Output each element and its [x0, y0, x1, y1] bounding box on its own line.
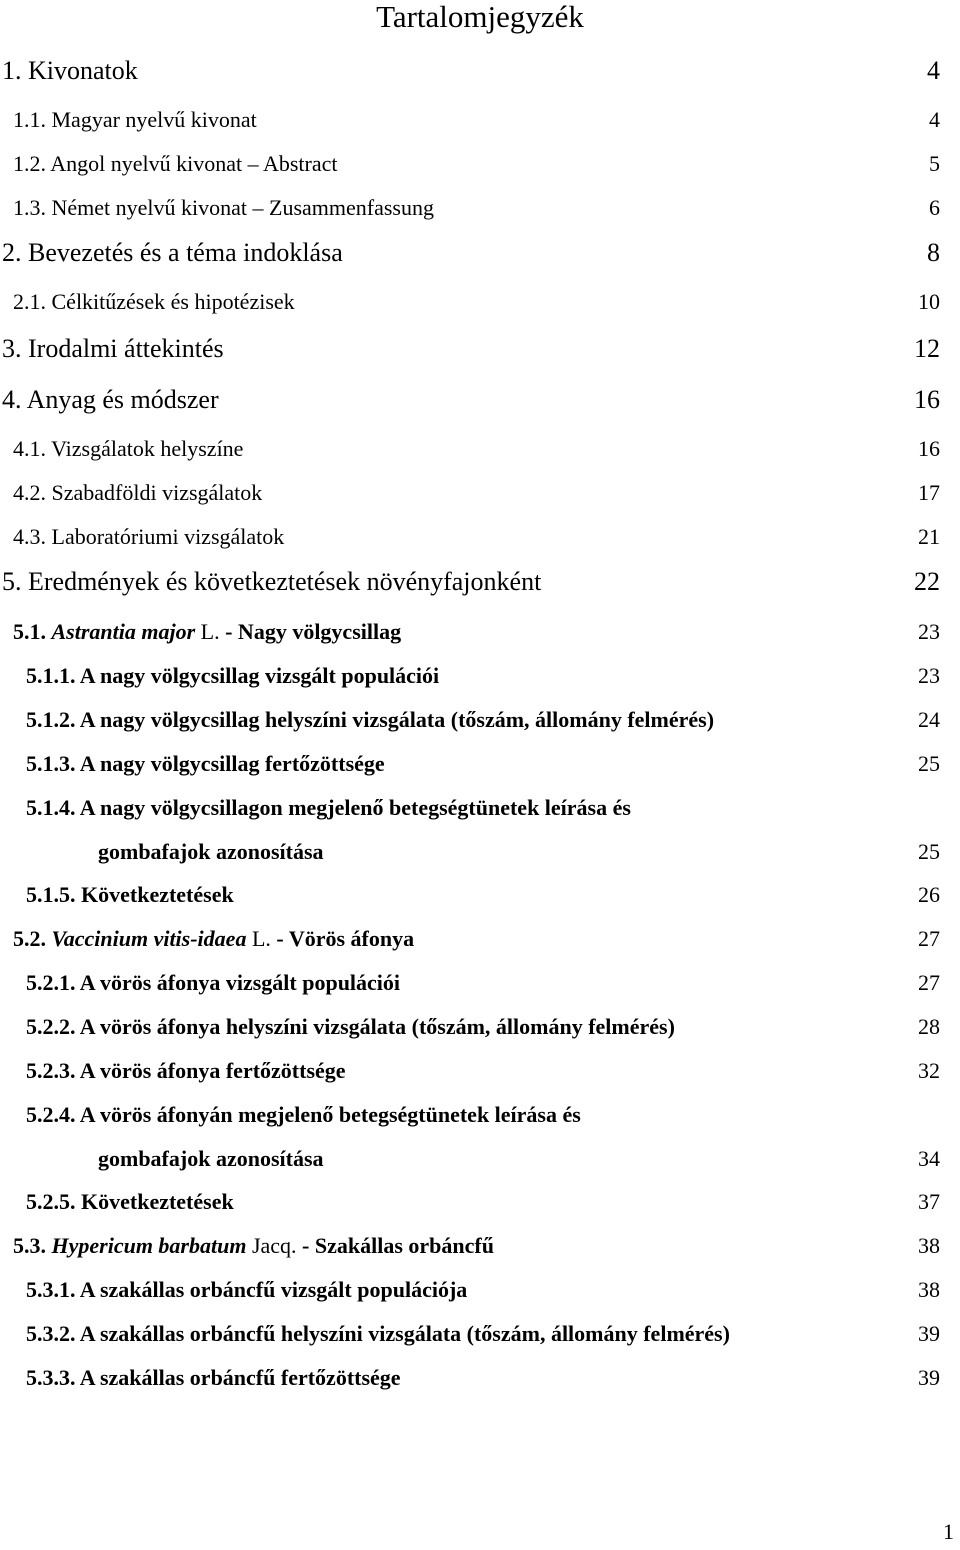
- toc-entry-label: 1.2. Angol nyelvű kivonat – Abstract: [13, 151, 338, 176]
- toc-entry-label: 3. Irodalmi áttekintés: [2, 334, 224, 363]
- toc-entry-label: 5.2.1. A vörös áfonya vizsgált populációi: [26, 970, 401, 995]
- toc-entry-label: 4.2. Szabadföldi vizsgálatok: [13, 480, 263, 505]
- toc-entry-page: 38: [918, 1233, 940, 1258]
- toc-entry-page: 12: [914, 334, 940, 363]
- toc-entry-number: 5.2.: [13, 926, 46, 951]
- toc-entry-page: 27: [918, 970, 940, 995]
- toc-entry-page: 21: [918, 524, 940, 549]
- toc-entry-page: 34: [918, 1146, 940, 1171]
- toc-entry-page: 4: [929, 107, 940, 132]
- toc-entry-label: gombafajok azonosítása: [98, 839, 324, 864]
- toc-entry-page: 28: [918, 1014, 940, 1039]
- toc-entry-page: 39: [918, 1365, 940, 1390]
- toc-entry-label: [13, 925, 414, 953]
- toc-entry-label: 5.1.5. Következtetések: [26, 882, 234, 907]
- toc-entry-label-rest: - Nagy völgycsillag: [219, 619, 402, 644]
- toc-entry-number: 5.3.: [13, 1233, 46, 1258]
- toc-entry-page: 5: [929, 151, 940, 176]
- toc-entry-label: 5. Eredmények és következtetések növényfajonként: [2, 567, 542, 596]
- toc-entry-page: 10: [918, 289, 940, 314]
- toc-entry-label: 2.1. Célkitűzések és hipotézisek: [13, 289, 295, 314]
- toc-entry-page: 4: [927, 56, 940, 85]
- toc-entry-page: 27: [918, 926, 940, 951]
- toc-entry-page: 25: [918, 751, 940, 776]
- toc-entry-label: 4. Anyag és módszer: [2, 385, 219, 414]
- toc-entry-label-rest: - Szakállas orbáncfű: [296, 1233, 494, 1258]
- toc-entry-page: 39: [918, 1321, 940, 1346]
- toc-entry-page: 6: [929, 195, 940, 220]
- toc-entry-label: 5.3.2. A szakállas orbáncfű helyszíni vizsgálata (tőszám, állomány felmérés): [26, 1321, 730, 1346]
- toc-entry-label: 5.1.3. A nagy völgycsillag fertőzöttsége: [26, 751, 385, 776]
- toc-entry-label: [13, 1232, 494, 1260]
- toc-entry-label: 1.1. Magyar nyelvű kivonat: [13, 107, 257, 132]
- toc-entry-label: 4.3. Laboratóriumi vizsgálatok: [13, 524, 285, 549]
- toc-entry-label: 5.2.3. A vörös áfonya fertőzöttsége: [26, 1058, 346, 1083]
- toc-entry-page: 16: [914, 385, 940, 414]
- toc-entry-label: 5.1.1. A nagy völgycsillag vizsgált populációi: [26, 663, 440, 688]
- species-author: Jacq.: [251, 1233, 297, 1258]
- toc-entry-label: 2. Bevezetés és a téma indoklása: [2, 238, 343, 267]
- toc-entry-label: 4.1. Vizsgálatok helyszíne: [13, 436, 244, 461]
- toc-entry-label-rest: - Vörös áfonya: [270, 926, 415, 951]
- toc-entry-label: 1. Kivonatok: [2, 56, 138, 85]
- toc-entry-page: 38: [918, 1277, 940, 1302]
- toc-entry-label: 5.2.5. Következtetések: [26, 1189, 234, 1214]
- toc-entry-page: 16: [918, 436, 940, 461]
- toc-entry-page: 26: [918, 882, 940, 907]
- page-title: Tartalomjegyzék: [376, 0, 584, 34]
- toc-entry-page: 8: [927, 238, 940, 267]
- toc-entry-page: 17: [918, 480, 940, 505]
- toc-entry-page: 23: [918, 663, 940, 688]
- species-name: Hypericum barbatum: [51, 1233, 247, 1258]
- species-author: L.: [200, 619, 220, 644]
- toc-entry-label: 5.2.2. A vörös áfonya helyszíni vizsgálata (tőszám, állomány felmérés): [26, 1014, 675, 1039]
- toc-entry-page: 23: [918, 619, 940, 644]
- toc-entry-label: 5.3.3. A szakállas orbáncfű fertőzöttsége: [26, 1365, 401, 1390]
- toc-entry-label: 5.1.4. A nagy völgycsillagon megjelenő betegségtünetek leírása és: [26, 795, 631, 820]
- toc-entry-page: 32: [918, 1058, 940, 1083]
- toc-entry-label: [13, 618, 401, 646]
- toc-entry-page: 24: [918, 707, 940, 732]
- toc-entry-label: 5.2.4. A vörös áfonyán megjelenő betegségtünetek leírása és: [26, 1102, 581, 1127]
- toc-entry-label: 5.1.2. A nagy völgycsillag helyszíni vizsgálata (tőszám, állomány felmérés): [26, 707, 715, 732]
- toc-entry-page: 25: [918, 839, 940, 864]
- toc-entry-page: 22: [914, 567, 940, 596]
- species-name: Astrantia major: [51, 619, 196, 644]
- toc-entry-label: 5.3.1. A szakállas orbáncfű vizsgált populációja: [26, 1277, 468, 1302]
- toc-entry-label: gombafajok azonosítása: [98, 1146, 324, 1171]
- toc-entry-label: 1.3. Német nyelvű kivonat – Zusammenfassung: [13, 195, 434, 220]
- toc-entry-number: 5.1.: [13, 619, 46, 644]
- species-name: Vaccinium vitis-idaea: [51, 926, 247, 951]
- toc-entry-page: 37: [918, 1189, 940, 1214]
- footer-page-number: 1: [943, 1519, 954, 1544]
- species-author: L.: [251, 926, 271, 951]
